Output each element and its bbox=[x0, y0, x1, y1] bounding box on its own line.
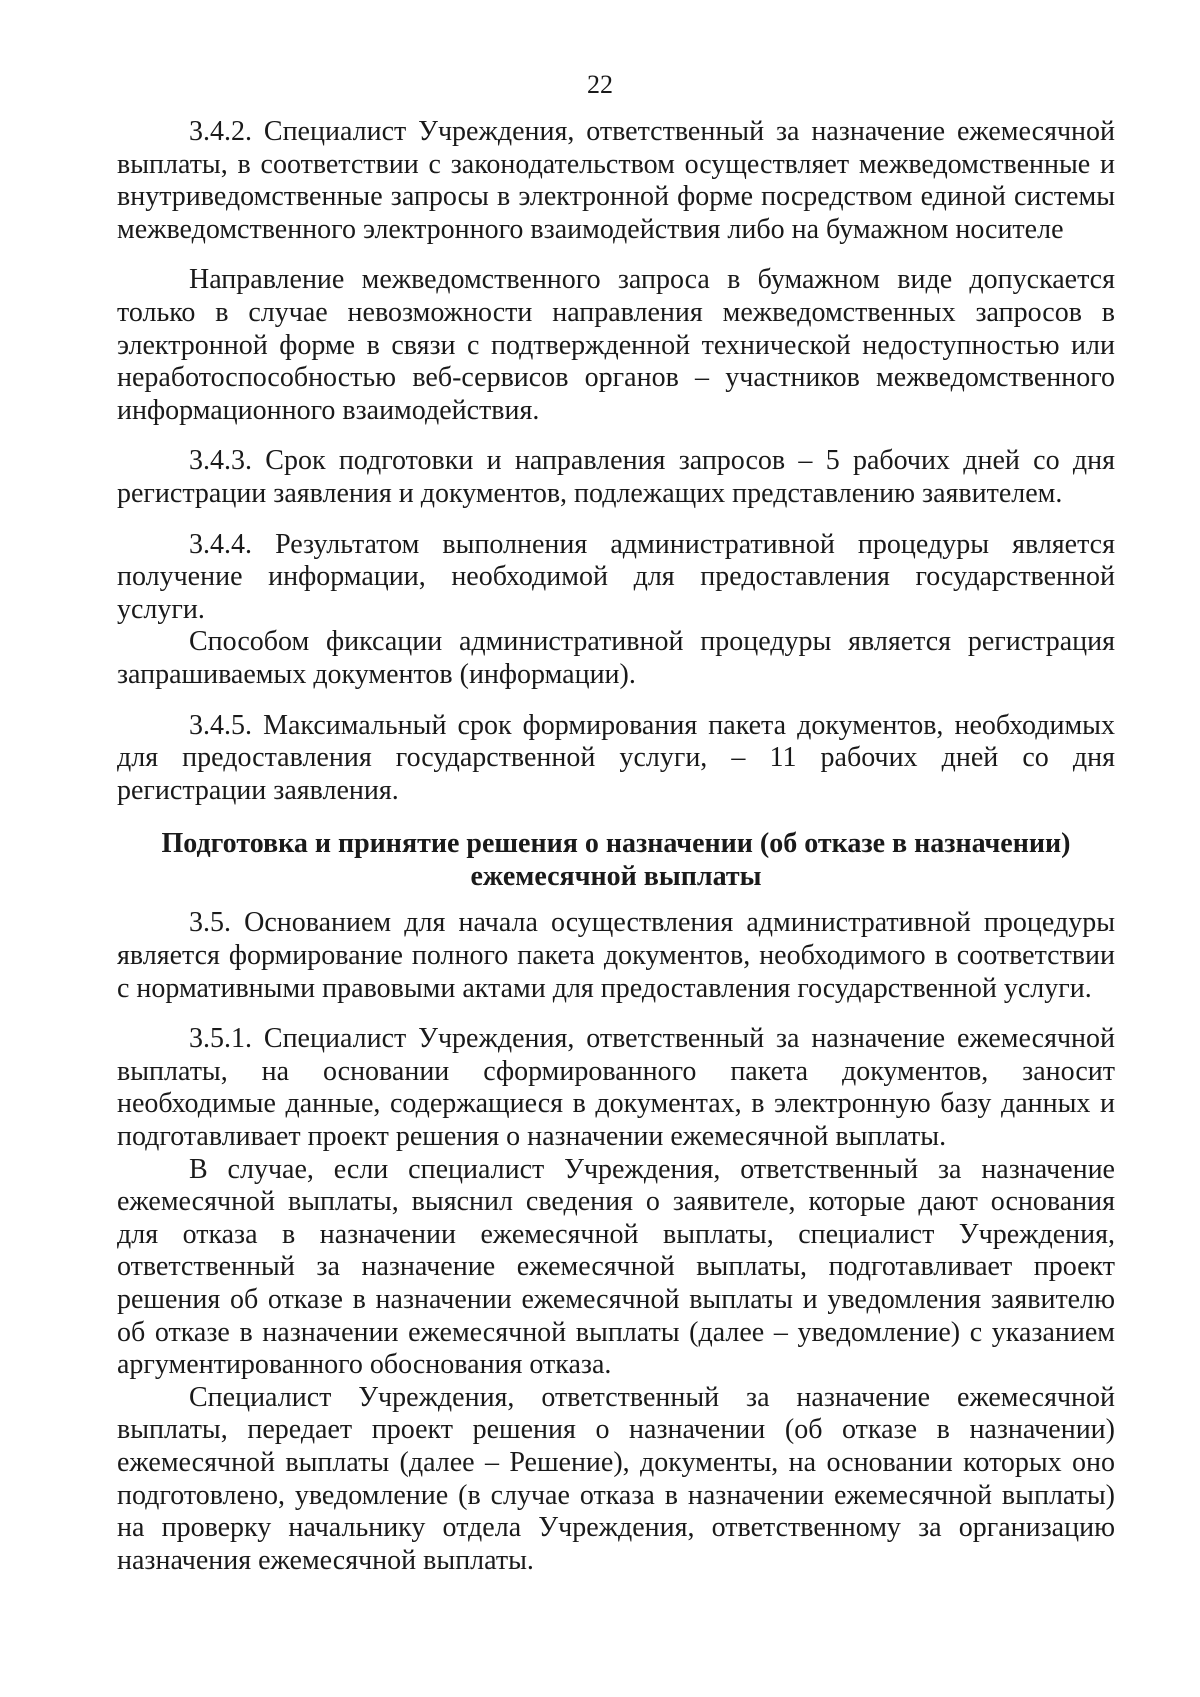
paragraph-3-4-5: 3.4.5. Максимальный срок формирования пакета документов, необходимых для предоставления государственной услуги, – 11 рабочих дней со дня регистрации заявления. bbox=[117, 709, 1115, 806]
paragraph-fixation-method: Способом фиксации административной процедуры является регистрация запрашиваемых документов (информации). bbox=[117, 626, 1115, 690]
section-heading-line-2: ежемесячной выплаты bbox=[470, 860, 762, 892]
document-body bbox=[117, 116, 1115, 1577]
section-heading-line-1: Подготовка и принятие решения о назначении (об отказе в назначении) bbox=[161, 828, 1071, 860]
paragraph-3-4-2: 3.4.2. Специалист Учреждения, ответственный за назначение ежемесячной выплаты, в соответствии с законодательством осуществляет межведомственные и внутриведомственные запросы в электронной форме посредством единой системы межведомственного электронного взаимодействия либо на бумажном носителе bbox=[117, 116, 1115, 245]
paragraph-3-4-3: 3.4.3. Срок подготовки и направления запросов – 5 рабочих дней со дня регистрации заявления и документов, подлежащих представлению заявителем. bbox=[117, 445, 1115, 509]
paragraph-3-5-1: 3.5.1. Специалист Учреждения, ответственный за назначение ежемесячной выплаты, на основании сформированного пакета документов, заносит необходимые данные, содержащиеся в документах, в электронную базу данных и подготавливает проект решения о назначении ежемесячной выплаты. bbox=[117, 1023, 1115, 1153]
paragraph-3-4-4: 3.4.4. Результатом выполнения административной процедуры является получение информации, необходимой для предоставления государственной услуги. bbox=[117, 528, 1115, 625]
paragraph-paper-request: Направление межведомственного запроса в бумажном виде допускается только в случае невозможности направления межведомственных запросов в электронной форме в связи с подтвержденной технической недоступностью или неработоспособностью веб-сервисов органов – участников межведомственного информационного взаимодействия. bbox=[117, 264, 1115, 426]
paragraph-3-5: 3.5. Основанием для начала осуществления административной процедуры является формирование полного пакета документов, необходимого в соответствии с нормативными правовыми актами для предоставления государственной услуги. bbox=[117, 907, 1115, 1004]
page-number: 22 bbox=[587, 70, 613, 99]
section-heading bbox=[117, 828, 1115, 893]
paragraph-refusal-case: В случае, если специалист Учреждения, ответственный за назначение ежемесячной выплаты, выяснил сведения о заявителе, которые дают основания для отказа в назначении ежемесячной выплаты, специалист Учреждения, ответственный за назначение ежемесячной выплаты, подготавливает проект решения об отказе в назначении ежемесячной выплаты и уведомления заявителю об отказе в назначении ежемесячной выплаты (далее – уведомление) с указанием аргументированного обоснования отказа. bbox=[117, 1153, 1115, 1381]
paragraph-transfer-for-review: Специалист Учреждения, ответственный за назначение ежемесячной выплаты, передает проект решения о назначении (об отказе в назначении) ежемесячной выплаты (далее – Решение), документы, на основании которых оно подготовлено, уведомление (в случае отказа в назначении ежемесячной выплаты) на проверку начальнику отдела Учреждения, ответственному за организацию назначения ежемесячной выплаты. bbox=[117, 1381, 1115, 1576]
